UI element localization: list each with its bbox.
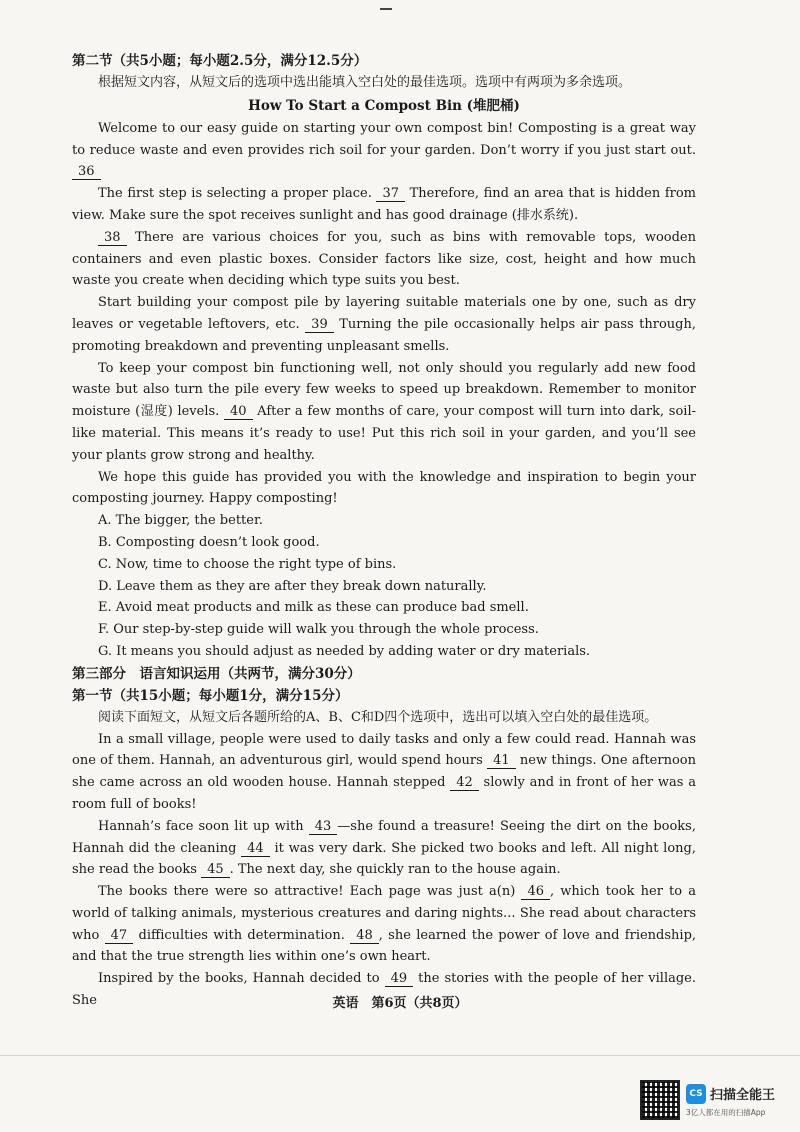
text: slowly and in front of her was a room full of books!	[72, 775, 696, 812]
paragraph	[72, 118, 696, 183]
paragraph	[72, 292, 696, 357]
brand-name: 扫描全能王	[710, 1088, 776, 1103]
instruction: 根据短文内容，从短文后的选项中选出能填入空白处的最佳选项。选项中有两项为多余选项。	[98, 75, 632, 90]
text: Welcome to our easy guide on starting your own compost bin! Composting is a great way to reduce waste and even provides rich soil for your garden. Don’t worry if you just start out.	[72, 120, 696, 158]
blank-43: 43	[309, 819, 338, 835]
part-heading: 第三部分 语言知识运用（共两节，满分30分）	[72, 665, 361, 682]
blank-41: 41	[487, 753, 516, 769]
text: new things. One afternoon she came across an old wooden house. Hannah stepped	[72, 753, 696, 791]
text: In a small village, people were used to daily tasks and only a few could read. Hannah was one of them. Hannah, an adventurous girl, would spend hours	[72, 731, 696, 769]
blank-45: 45	[201, 862, 230, 878]
option-d: D. Leave them as they are after they break down naturally.	[98, 578, 487, 594]
blank-48: 48	[350, 928, 379, 944]
text: Therefore, find an area that is hidden from view. Make sure the spot receives sunlight and has good drainage (排水系统).	[72, 186, 697, 223]
text: —she found a treasure! Seeing the dirt on the books, Hannah did the cleaning	[72, 818, 696, 856]
blank-44: 44	[241, 841, 270, 857]
text: Start building your compost pile by layering suitable materials one by one, such as dry leaves or vegetable leftovers, etc.	[72, 295, 696, 332]
text: it was very dark. She picked two books and left. All night long, she read the books	[72, 840, 696, 878]
section-heading: 第一节（共15小题；每小题1分，满分15分）	[72, 687, 349, 704]
brand-tagline: 3亿人都在用的扫描App	[686, 1108, 766, 1117]
paragraph	[72, 816, 696, 881]
option-f: F. Our step-by-step guide will walk you through the whole process.	[98, 622, 539, 638]
paragraph	[72, 227, 696, 292]
text: difficulties with determination.	[138, 927, 345, 943]
text: Turning the pile occasionally helps air pass through, promoting breakdown and preventing unpleasant smells.	[72, 316, 697, 354]
text: Inspired by the books, Hannah decided to	[98, 971, 380, 987]
top-mark	[380, 8, 392, 10]
text: To keep your compost bin functioning well, not only should you regularly add new food waste but also turn the pile every few weeks to speed up breakdown. Remember to monitor moisture (湿度) levels.	[72, 360, 696, 420]
instruction: 阅读下面短文，从短文后各题所给的A、B、C和D四个选项中，选出可以填入空白处的最佳选项。	[98, 709, 658, 725]
option-g: G. It means you should adjust as needed by adding water or dry materials.	[98, 643, 591, 659]
paragraph	[72, 358, 696, 467]
blank-36: 36	[72, 164, 101, 180]
text: Hannah’s face soon lit up with	[98, 818, 304, 834]
text: the stories with the people of her village. She	[72, 971, 697, 1009]
option-c: C. Now, time to choose the right type of bins.	[98, 556, 397, 572]
paragraph: We hope this guide has provided you with the knowledge and inspiration to begin your composting journey. Happy composting!	[72, 469, 696, 507]
option-a: A. The bigger, the better.	[98, 513, 263, 529]
text: The first step is selecting a proper place.	[98, 186, 372, 202]
blank-37: 37	[376, 186, 405, 202]
text: There are various choices for you, such as bins with removable tops, wooden containers and even plastic boxes. Consider factors like size, cost, height and how much waste you create when deciding which type suits you best.	[72, 229, 696, 289]
exam-page	[72, 50, 696, 1012]
blank-39: 39	[305, 317, 334, 333]
paragraph	[72, 881, 696, 968]
text: The books there were so attractive! Each page was just a(n)	[98, 884, 516, 900]
text: , she learned the power of love and friendship, and that the true strength lies within one’s own heart.	[72, 927, 697, 965]
section-heading: 第二节（共5小题；每小题2.5分，满分12.5分）	[72, 53, 368, 69]
text: After a few months of care, your compost will turn into dark, soil-like material. This means it’s ready to use! Put this rich soil in your garden, and you’ll see your plants grow strong and healthy.	[72, 404, 697, 463]
passage-title: How To Start a Compost Bin (堆肥桶)	[248, 97, 520, 114]
paragraph	[72, 729, 696, 816]
qr-code-icon	[640, 1080, 680, 1120]
page-footer: 英语 第6页（共8页）	[332, 996, 468, 1011]
divider	[0, 1055, 800, 1056]
option-e: E. Avoid meat products and milk as these can produce bad smell.	[98, 600, 529, 616]
blank-46: 46	[521, 884, 550, 900]
blank-38: 38	[98, 230, 127, 246]
text: . The next day, she quickly ran to the house again.	[229, 862, 561, 878]
paragraph	[72, 183, 696, 227]
blank-49: 49	[385, 971, 414, 987]
text: , which took her to a world of talking animals, mysterious creatures and daring nights... She read about characters who	[72, 884, 696, 943]
blank-47: 47	[105, 928, 134, 944]
scanner-watermark	[640, 1080, 790, 1124]
option-b: B. Composting doesn’t look good.	[98, 534, 320, 550]
blank-40: 40	[224, 404, 253, 420]
blank-42: 42	[450, 775, 479, 791]
camscanner-logo-icon: CS	[686, 1084, 706, 1104]
